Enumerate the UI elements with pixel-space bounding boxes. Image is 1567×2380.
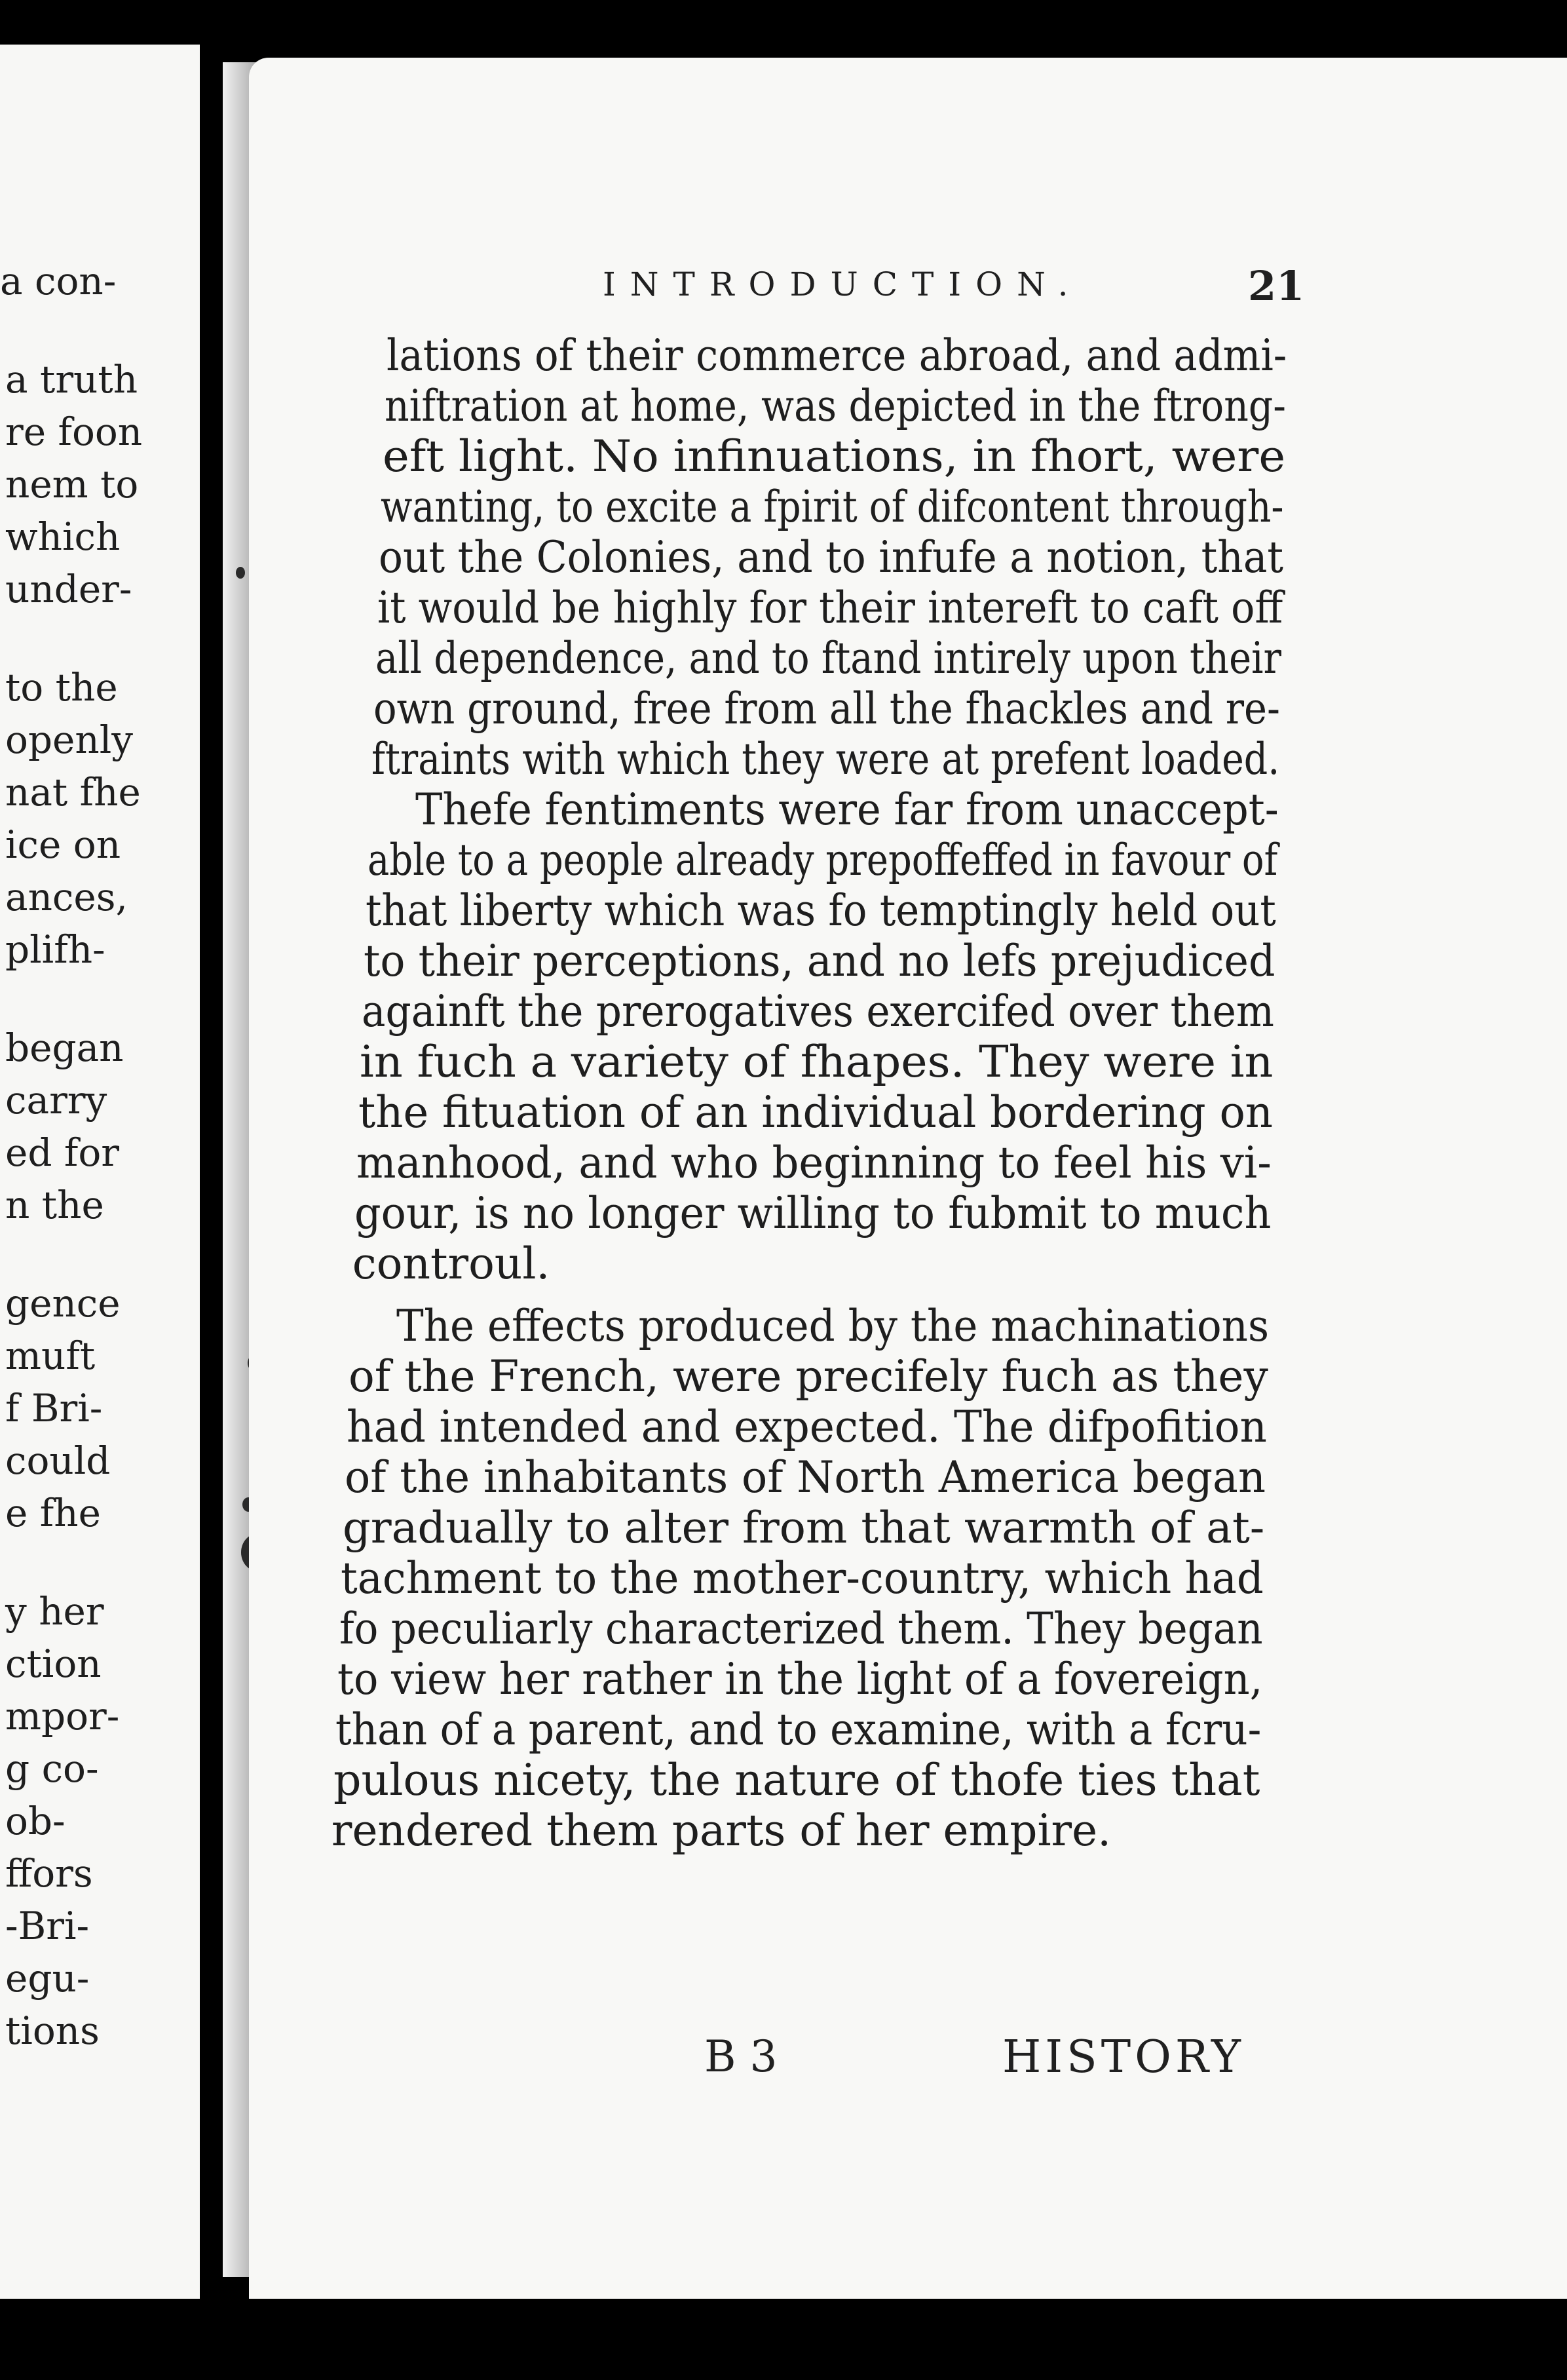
page-number: 21	[1248, 262, 1305, 310]
left-page-fragment: tions	[5, 2008, 100, 2053]
body-line: it would be highly for their intereft to caft off	[377, 583, 1283, 633]
body-line: to view her rather in the light of a fovereign,	[337, 1654, 1262, 1704]
left-page-fragment: n the	[5, 1183, 104, 1227]
body-line: fo peculiarly characterized them. They began	[339, 1603, 1263, 1654]
body-line: manhood, and who beginning to feel his vi-	[356, 1138, 1272, 1188]
body-line: gour, is no longer willing to fubmit to much	[354, 1188, 1272, 1238]
left-page-fragment: ffors	[5, 1851, 93, 1896]
left-page-fragment: could	[5, 1438, 111, 1483]
body-line: had intended and expected. The difpofition	[347, 1402, 1268, 1452]
body-line: able to a people already prepoffeffed in favour of	[368, 835, 1278, 885]
body-line: of the inhabitants of North America began	[345, 1452, 1266, 1503]
body-line: controul.	[352, 1238, 550, 1289]
body-line: that liberty which was fo temptingly held out	[366, 885, 1276, 936]
body-line: ftraints with which they were at prefent loaded.	[371, 734, 1280, 784]
left-page-fragment: ob-	[5, 1799, 66, 1843]
left-page-fragment: a con-	[0, 259, 117, 303]
body-line: in fuch a variety of fhapes. They were in	[360, 1037, 1274, 1087]
body-line: than of a parent, and to examine, with a fcru-	[335, 1704, 1262, 1755]
body-line: pulous nicety, the nature of thofe ties that	[333, 1755, 1260, 1805]
body-line: the fituation of an individual bordering on	[358, 1087, 1273, 1138]
body-line: wanting, to excite a fpirit of difcontent through-	[381, 482, 1284, 532]
left-page-fragment: ances,	[5, 875, 128, 919]
running-head: INTRODUCTION.	[603, 265, 1083, 303]
left-page-fragment: -Bri-	[5, 1904, 90, 1948]
left-page-fragment: carry	[5, 1078, 107, 1123]
body-line: lations of their commerce abroad, and admi-	[387, 330, 1287, 381]
left-page-fragment: plifh-	[5, 927, 105, 972]
left-page-fragment: e fhe	[5, 1491, 101, 1535]
left-page-fragment: ice on	[5, 822, 121, 867]
body-line: niftration at home, was depicted in the ftrong-	[385, 381, 1287, 431]
body-line: of the French, were precifely fuch as they	[349, 1351, 1268, 1402]
left-page	[0, 45, 200, 2299]
left-page-fragment: y her	[5, 1589, 104, 1634]
body-line: own ground, free from all the fhackles and re-	[373, 683, 1280, 734]
body-line: rendered them parts of her empire.	[331, 1805, 1112, 1856]
left-page-fragment: openly	[5, 718, 134, 762]
left-page-fragment: mpor-	[5, 1694, 120, 1738]
left-page-fragment: ction	[5, 1641, 102, 1686]
body-line: The effects produced by the machinations	[396, 1301, 1269, 1351]
left-page-fragment: under-	[5, 567, 132, 611]
body-line: Thefe fentiments were far from unaccept-	[415, 784, 1279, 835]
left-page-fragment: which	[5, 514, 121, 559]
ink-blot	[236, 567, 245, 579]
body-line: all dependence, and to ftand intirely upon their	[375, 633, 1281, 683]
left-page-fragment: nem to	[5, 462, 139, 507]
left-page-fragment: a truth	[5, 357, 138, 402]
left-page-fragment: f Bri-	[5, 1386, 103, 1430]
right-page	[249, 58, 1567, 2299]
body-line: out the Colonies, and to infufe a notion, that	[379, 532, 1284, 583]
left-page-fragment: began	[5, 1026, 124, 1070]
left-page-fragment: re foon	[5, 410, 143, 454]
body-line: to their perceptions, and no lefs prejudiced	[364, 936, 1275, 986]
left-page-fragment: gence	[5, 1281, 121, 1326]
body-line: tachment to the mother-country, which had	[341, 1553, 1264, 1603]
body-line: againft the prerogatives exercifed over them	[362, 986, 1275, 1037]
catchword: HISTORY	[1002, 2031, 1245, 2083]
left-page-fragment: egu-	[5, 1956, 90, 2001]
left-page-fragment: muft	[5, 1334, 96, 1378]
left-page-fragment: to the	[5, 665, 118, 710]
signature-mark: B 3	[704, 2031, 778, 2082]
left-page-fragment: g co-	[5, 1746, 99, 1791]
left-page-fragment: nat fhe	[5, 770, 141, 815]
body-line: eft light. No infinuations, in fhort, were	[383, 431, 1286, 482]
left-page-fragment: ed for	[5, 1130, 119, 1175]
body-line: gradually to alter from that warmth of at-	[343, 1503, 1265, 1553]
